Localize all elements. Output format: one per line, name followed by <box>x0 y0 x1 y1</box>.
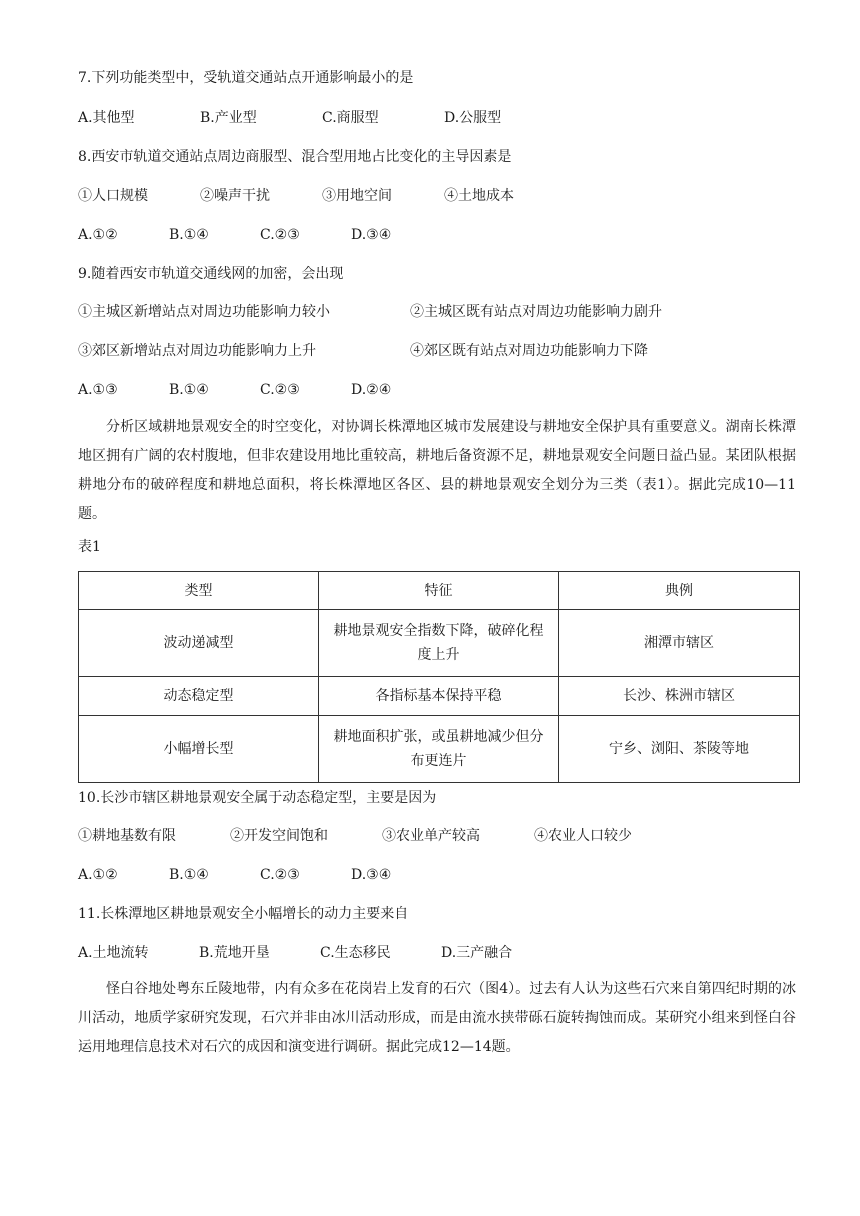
q8-option-a: A.①② <box>78 227 118 243</box>
q10-option-c: C.②③ <box>260 867 300 883</box>
table-cell: 长沙、株洲市辖区 <box>559 677 800 716</box>
q8-item-4: ④土地成本 <box>444 188 514 204</box>
q9-item-1: ①主城区新增站点对周边功能影响力较小 <box>78 304 330 320</box>
table1-header-row <box>79 572 800 610</box>
table1-header-type: 类型 <box>79 572 319 610</box>
table-cell: 各指标基本保持平稳 <box>319 677 559 716</box>
q10-option-a: A.①② <box>78 867 118 883</box>
q11-option-a: A.土地流转 <box>78 945 149 961</box>
q7-option-c: C.商服型 <box>322 110 379 126</box>
q8-option-b: B.①④ <box>169 227 209 243</box>
table1-header-feature: 特征 <box>319 572 559 610</box>
q9-items-row1 <box>78 302 662 322</box>
table-cell: 耕地景观安全指数下降，破碎化程度上升 <box>319 610 559 677</box>
q10-options <box>78 865 391 885</box>
table-cell: 波动递减型 <box>79 610 319 677</box>
table-cell: 耕地面积扩张，或虽耕地减少但分布更连片 <box>319 716 559 783</box>
table-row <box>79 677 800 716</box>
passage-12-14 <box>78 975 796 1062</box>
q9-items-row2 <box>78 341 648 361</box>
q10-option-b: B.①④ <box>169 867 209 883</box>
passage-10-11-text: 分析区域耕地景观安全的时空变化，对协调长株潭地区城市发展建设与耕地安全保护具有重要意义。湖南长株潭地区拥有广阔的农村腹地，但非农建设用地比重较高，耕地后备资源不足，耕地景观安全问题日益凸显。某团队根据耕地分布的破碎程度和耕地总面积，将长株潭地区各区、县的耕地景观安全划分为三类（表1）。据此完成10—11题。 <box>78 419 796 522</box>
table-row <box>79 716 800 783</box>
q10-item-2: ②开发空间饱和 <box>230 828 328 844</box>
table-cell: 动态稳定型 <box>79 677 319 716</box>
table-cell: 宁乡、浏阳、茶陵等地 <box>559 716 800 783</box>
q9-options <box>78 380 391 400</box>
table1 <box>78 571 800 783</box>
passage-12-14-text: 怪白谷地处粤东丘陵地带，内有众多在花岗岩上发育的石穴（图4）。过去有人认为这些石穴来自第四纪时期的冰川活动，地质学家研究发现，石穴并非由冰川活动形成，而是由流水挟带砾石旋转掏蚀而成。某研究小组来到怪白谷运用地理信息技术对石穴的成因和演变进行调研。据此完成12—14题。 <box>78 981 796 1055</box>
table-row <box>79 610 800 677</box>
q8-options <box>78 225 391 245</box>
q8-stem: 8.西安市轨道交通站点周边商服型、混合型用地占比变化的主导因素是 <box>78 149 512 165</box>
q9-item-2: ②主城区既有站点对周边功能影响力剧升 <box>410 304 662 320</box>
q11-stem: 11.长株潭地区耕地景观安全小幅增长的动力主要来自 <box>78 906 409 922</box>
table1-caption: 表1 <box>78 539 101 555</box>
q7-stem: 7.下列功能类型中，受轨道交通站点开通影响最小的是 <box>78 70 414 86</box>
q7-option-a: A.其他型 <box>78 110 135 126</box>
q9-item-3: ③郊区新增站点对周边功能影响力上升 <box>78 343 316 359</box>
table-cell: 湘潭市辖区 <box>559 610 800 677</box>
q9-stem: 9.随着西安市轨道交通线网的加密，会出现 <box>78 266 344 282</box>
q11-option-b: B.荒地开垦 <box>199 945 270 961</box>
q10-items <box>78 826 632 846</box>
q9-item-4: ④郊区既有站点对周边功能影响力下降 <box>410 343 648 359</box>
q9-option-b: B.①④ <box>169 382 209 398</box>
passage-10-11 <box>78 413 796 529</box>
q10-item-4: ④农业人口较少 <box>534 828 632 844</box>
q11-option-c: C.生态移民 <box>320 945 391 961</box>
q10-item-1: ①耕地基数有限 <box>78 828 176 844</box>
q9-option-c: C.②③ <box>260 382 300 398</box>
q7-options <box>78 108 501 128</box>
q11-options <box>78 943 512 963</box>
q9-option-a: A.①③ <box>78 382 118 398</box>
q7-option-b: B.产业型 <box>200 110 257 126</box>
q8-item-2: ②噪声干扰 <box>200 188 270 204</box>
q7-option-d: D.公服型 <box>444 110 502 126</box>
q10-item-3: ③农业单产较高 <box>382 828 480 844</box>
q9-option-d: D.②④ <box>351 382 392 398</box>
q8-item-3: ③用地空间 <box>322 188 392 204</box>
table-cell: 小幅增长型 <box>79 716 319 783</box>
q10-option-d: D.③④ <box>351 867 392 883</box>
q11-option-d: D.三产融合 <box>441 945 513 961</box>
q8-option-c: C.②③ <box>260 227 300 243</box>
table1-header-example: 典例 <box>559 572 800 610</box>
q8-items <box>78 186 514 206</box>
q10-stem: 10.长沙市辖区耕地景观安全属于动态稳定型，主要是因为 <box>78 790 437 806</box>
q8-option-d: D.③④ <box>351 227 392 243</box>
q8-item-1: ①人口规模 <box>78 188 148 204</box>
